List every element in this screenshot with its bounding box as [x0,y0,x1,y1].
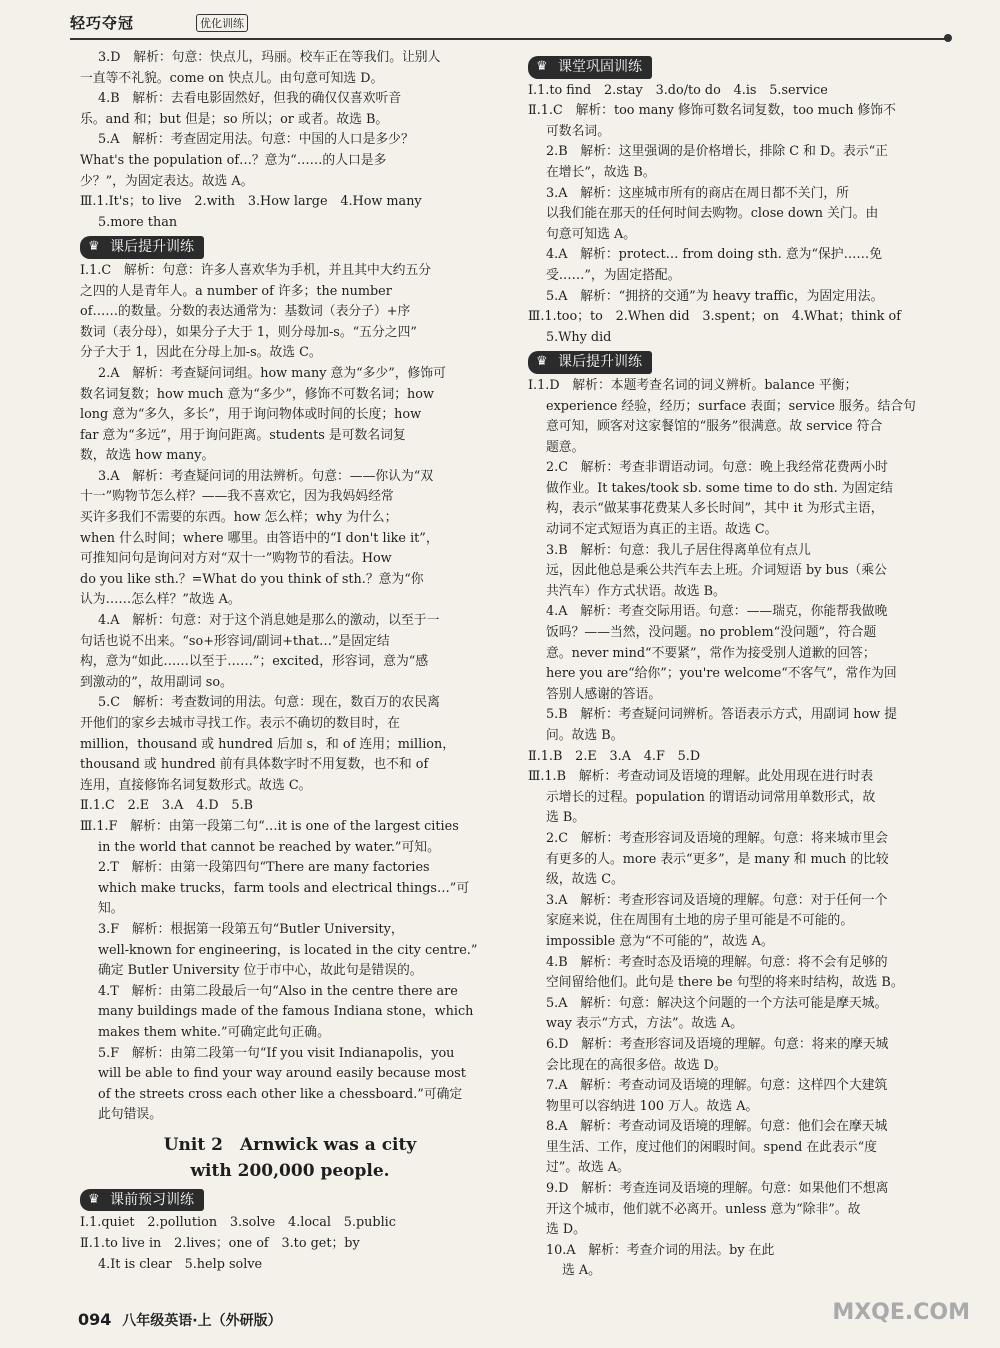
brand-logo: 轻巧夺冠 [70,14,135,32]
answer-line: 构，表示“做某事花费某人多长时间”，其中 it 为形式主语， [546,501,884,517]
left-answers-part2 [80,261,500,1126]
answer-line: 选 B。 [546,810,586,826]
answer-line: 答别人感谢的答语。 [546,686,662,702]
answer-line: 开这个城市，他们就不必离开。unless 意为“除非”。故 [546,1201,861,1217]
answer-line: 十一”购物节怎么样？——我不喜欢它，因为我妈妈经常 [80,489,394,505]
header-dot [944,34,952,42]
answer-line: 5.C 解析：考查数词的用法。句意：现在，数百万的农民离 [98,695,440,711]
answer-line: 5.more than [98,214,178,230]
answer-line: 2.A 解析：考查疑问词组。how many 意为“多少”，修饰可 [98,365,446,381]
section-title-homework-2: ♛ 课后提升训练 [528,351,652,374]
answer-line: Ⅲ.1.F 解析：由第一段第二句“…it is one of the largest cities [80,818,459,834]
answer-line: 知。 [98,901,124,917]
answer-line: 3.F 解析：根据第一段第五句“Butler University， [98,921,404,937]
answer-line: 2.C 解析：考查形容词及语境的理解。句意：将来城市里会 [546,830,888,846]
answer-line: Ⅰ.1.C 解析：句意：许多人喜欢华为手机，并且其中大约五分 [80,262,432,278]
answer-line: 句话也说不出来。“so+形容词/副词+that…”是固定结 [80,633,390,649]
answer-line: 8.A 解析：考查动词及语境的理解。句意：他们会在摩天城 [546,1119,888,1135]
page-header [0,0,1000,46]
answer-line: will be able to find your way around easily because most [98,1066,466,1082]
answer-line: 家庭来说，住在周围有土地的房子里可能是不可能的。 [546,913,854,929]
answer-line: 4.It is clear 5.help solve [98,1256,263,1272]
answer-line: 之四的人是青年人。a number of 许多；the number [80,283,392,299]
answer-line: 此句错误。 [98,1107,162,1123]
answer-line: which make trucks，farm tools and electrical things…”可 [98,880,470,896]
answer-line: 里生活、工作，度过他们的闲暇时间。spend 在此表示“度 [546,1139,877,1155]
header-rule [70,38,950,40]
section-title-classwork: ♛ 课堂巩固训练 [528,56,652,79]
answer-line: 开他们的家乡去城市寻找工作。表示不确切的数目时，在 [80,716,400,731]
answer-line: in the world that cannot be reached by water.”可知。 [98,839,440,855]
answer-line: 空间留给他们。此句是 there be 句型的将来时结构，故选 B。 [546,975,904,991]
answer-line: 句意可知选 A。 [546,226,637,242]
answer-line: 10.A 解析：考查介词的用法。by 在此 [546,1242,775,1258]
left-answers-part1 [80,48,500,233]
answer-line: long 意为“多久，多长”，用于询问物体或时间的长度；how [80,407,422,423]
answer-line: 有更多的人。more 表示“更多”，是 many 和 much 的比较 [546,851,889,867]
answer-line: 5.B 解析：考查疑问词辨析。答语表示方式，用副词 how 提 [546,707,897,723]
answer-line: 7.A 解析：考查动词及语境的理解。句意：这样四个大建筑 [546,1078,888,1094]
answer-line: 5.A 解析：句意：解决这个问题的一个方法可能是摩天城。 [546,995,888,1011]
answer-line: Ⅱ.1.to live in 2.lives；one of 3.to get；by [80,1236,360,1252]
left-column [80,48,500,1275]
answer-line: impossible 意为“不可能的”，故选 A。 [546,933,774,949]
right-column [528,48,948,1282]
answer-line: 以我们能在那天的任何时间去购物。close down 关门。由 [546,206,879,222]
answer-line: of the streets cross each other like a chessboard.”可确定 [98,1086,463,1102]
answer-line: 连用，直接修饰名词复数形式。故选 C。 [80,777,312,793]
answer-line: 一直等不礼貌。come on 快点儿。由句意可知选 D。 [80,70,384,86]
answer-line: 4.A 解析：句意：对于这个消息她是那么的激动，以至于一 [98,613,440,629]
answer-line: 3.B 解析：句意：我儿子居住得离单位有点儿 [546,542,811,558]
answer-line: 选 A。 [562,1263,601,1279]
answer-line: 3.A 解析：考查形容词及语境的理解。句意：对于任何一个 [546,892,888,908]
answer-line: 3.A 解析：这座城市所有的商店在周日都不关门，所 [546,185,849,201]
answer-line: 选 D。 [546,1222,586,1238]
answer-line: 饭吗？——当然，没问题。no problem“没问题”，符合题 [546,625,877,641]
answer-line: 4.A 解析：考查交际用语。句意：——瑞克，你能帮我做晚 [546,604,888,620]
answer-line: 意可知，顾客对这家餐馆的“服务”很满意。故 service 符合 [546,419,883,435]
answer-line: 认为……怎么样？”故选 A。 [80,592,241,608]
unit-title [80,1132,500,1184]
answer-line: 可推知问句是询问对方对“双十一”购物节的看法。How [80,551,392,567]
answer-line: Ⅲ.1.too；to 2.When did 3.spent；on 4.What；think of [528,309,901,325]
right-answers-part1 [528,81,948,349]
section-title-preview: ♛ 课前预习训练 [80,1189,204,1212]
left-answers-part3 [80,1213,500,1275]
answer-line: 动词不定式短语为真正的主语。故选 C。 [546,522,778,538]
section-title-homework: ♛ 课后提升训练 [80,236,204,259]
answer-line: 共汽车）作方式状语。故选 B。 [546,583,726,599]
answer-line: 构，意为“如此……以至于……”；excited，形容词，意为“感 [80,654,429,670]
answer-line: 题意。 [546,439,585,455]
answer-line: million，thousand 或 hundred 后加 s，和 of 连用；million， [80,736,456,752]
answer-line: 5.A 解析：考查固定用法。句意：中国的人口是多少？ [98,132,414,148]
answer-line: 数名词复数；how much 意为“多少”，修饰不可数名词；how [80,386,434,402]
answer-line: 确定 Butler University 位于市中心，故此句是错误的。 [98,963,423,979]
page-footer [78,1310,282,1330]
answer-line: 过”。故选 A。 [546,1160,630,1176]
answer-line: 意。never mind“不要紧”，常作为接受别人道歉的回答； [546,645,876,661]
answer-line: 远，因此他总是乘公共汽车去上班。介词短语 by bus（乘公 [546,563,887,579]
answer-line: What's the population of…？意为“……的人口是多 [80,152,387,168]
answer-line: Ⅲ.1.It's；to live 2.with 3.How large 4.How many [80,194,422,210]
unit-title-line1: Unit 2 Arnwick was a city [163,1134,417,1155]
page-number: 094 [78,1310,112,1329]
answer-line: Ⅱ.1.C 2.E 3.A 4.D 5.B [80,798,254,814]
answer-line: 受……”，为固定搭配。 [546,267,681,283]
answer-line: 数词（表分母），如果分子大于 1，则分母加-s。“五分之四” [80,324,417,340]
answer-line: 乐。and 和；but 但是；so 所以；or 或者。故选 B。 [80,111,389,127]
answer-line: many buildings made of the famous Indiana stone，which [98,1004,474,1020]
answer-line: thousand 或 hundred 前有具体数字时不用复数，也不和 of [80,757,429,773]
answer-line: 5.Why did [546,329,612,345]
answer-line: do you like sth.？=What do you think of sth.？意为“你 [80,571,424,587]
answer-line: 5.F 解析：由第二段第一句“If you visit Indianapolis，you [98,1045,455,1061]
answer-line: Ⅰ.1.D 解析：本题考查名词的词义辨析。balance 平衡； [528,377,858,393]
answer-line: 9.D 解析：考查连词及语境的理解。句意：如果他们不想离 [546,1181,889,1197]
answer-line: 2.B 解析：这里强调的是价格增长，排除 C 和 D。表示“正 [546,144,888,160]
brand-subtitle: 优化训练 [196,14,248,32]
answer-line: 2.C 解析：考查非谓语动词。句意：晚上我经常花费两小时 [546,460,888,476]
answer-line: 在增长”，故选 B。 [546,164,656,180]
answer-line: far 意为“多远”，用于询问距离。students 是可数名词复 [80,427,406,443]
answer-line: Ⅱ.1.C 解析：too many 修饰可数名词复数，too much 修饰不 [528,103,896,119]
answer-line: 物里可以容纳进 100 万人。故选 A。 [546,1098,759,1114]
answer-line: 6.D 解析：考查形容词及语境的理解。句意：将来的摩天城 [546,1036,889,1052]
answer-line: 分子大于 1，因此在分母上加-s。故选 C。 [80,345,322,361]
answer-line: makes them white.”可确定此句正确。 [98,1024,330,1040]
answer-line: 4.B 解析：去看电影固然好，但我的确仅仅喜欢听音 [98,91,402,107]
answer-line: here you are“给你”；you're welcome“不客气”，常作为回 [546,666,897,682]
answer-line: 3.A 解析：考查疑问词的用法辨析。句意：——你认为“双 [98,468,434,484]
answer-line: 会比现在的高很多倍。故选 D。 [546,1057,727,1073]
answer-line: 做作业。It takes/took sb. some time to do sth. 为固定结 [546,480,893,496]
answer-line: Ⅰ.1.to find 2.stay 3.do/to do 4.is 5.service [528,82,828,98]
answer-line: 少？”，为固定表达。故选 A。 [80,173,254,189]
answer-line: 3.D 解析：句意：快点儿，玛丽。校车正在等我们。让别人 [98,50,441,65]
answer-line: of……的数量。分数的表达通常为：基数词（表分子）+序 [80,304,411,320]
answer-line: 数，故选 how many。 [80,448,215,464]
answer-line: 可数名词。 [546,123,610,139]
answer-line: well-known for engineering，is located in the city centre.” [98,942,478,958]
answer-line: experience 经验，经历；surface 表面；service 服务。结合句 [546,398,916,414]
book-title: 八年级英语·上（外研版） [122,1313,282,1329]
answer-line: way 表示“方式，方法”。故选 A。 [546,1016,744,1032]
answer-line: 4.B 解析：考查时态及语境的理解。句意：将不会有足够的 [546,954,888,970]
answer-line: 4.A 解析：protect… from doing sth. 意为“保护……免 [546,247,882,263]
right-answers-part2 [528,376,948,1282]
answer-line: 买许多我们不需要的东西。how 怎么样；why 为什么； [80,510,398,526]
answer-line: when 什么时间；where 哪里。由答语中的“I don't like it”， [80,530,439,546]
answer-line: 级，故选 C。 [546,872,624,888]
answer-line: 2.T 解析：由第一段第四句“There are many factories [98,860,430,876]
answer-line: 4.T 解析：由第二段最后一句“Also in the centre there are [98,983,458,999]
answer-line: 5.A 解析：“拥挤的交通”为 heavy traffic，为固定用法。 [546,288,884,304]
answer-line: 问。故选 B。 [546,728,624,743]
answer-line: Ⅲ.1.B 解析：考查动词及语境的理解。此处用现在进行时表 [528,769,874,785]
answer-line: Ⅱ.1.B 2.E 3.A 4.F 5.D [528,748,701,764]
answer-line: Ⅰ.1.quiet 2.pollution 3.solve 4.local 5.public [80,1215,396,1231]
unit-title-line2: with 200,000 people. [190,1160,390,1181]
answer-line: 到激动的”，故用副词 so。 [80,674,233,690]
answer-line: 示增长的过程。population 的谓语动词常用单数形式，故 [546,789,876,805]
watermark: MXQE.COM [832,1300,970,1325]
